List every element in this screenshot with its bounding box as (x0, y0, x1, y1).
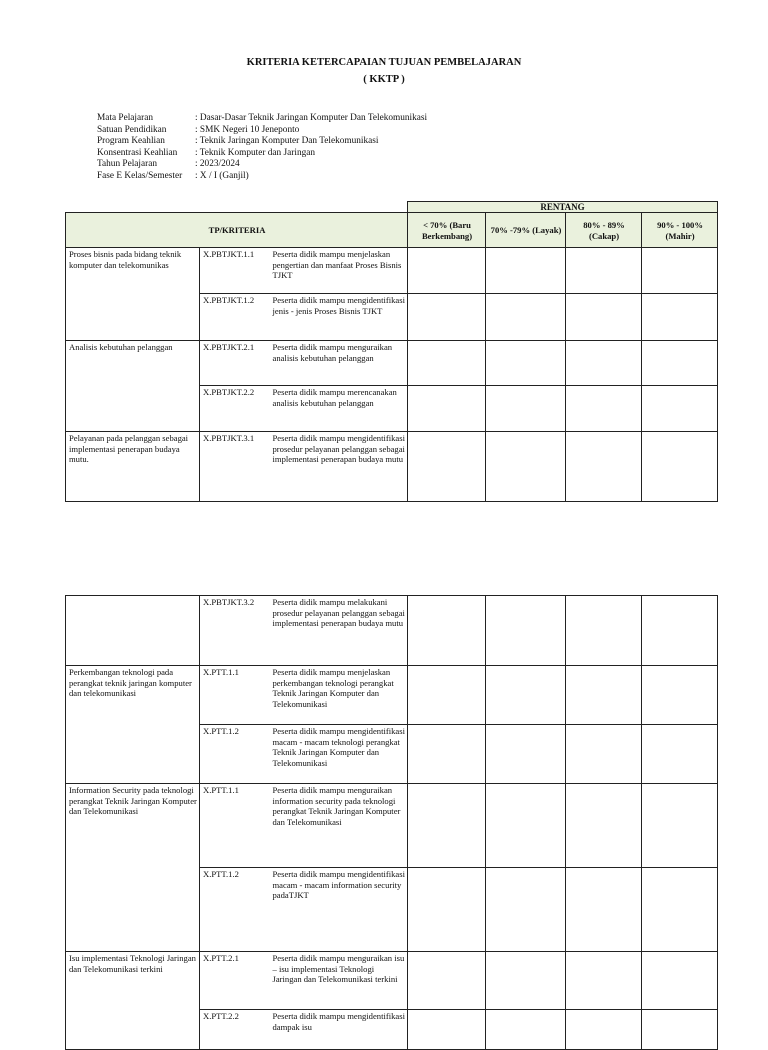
score-cell[interactable] (566, 868, 642, 952)
score-cell[interactable] (642, 952, 718, 1010)
score-cell[interactable] (408, 868, 486, 952)
score-cell[interactable] (486, 386, 566, 432)
tp-cell: Information Security pada teknologi perangkat Teknik Jaringan Komputer dan Telekomunikasi (66, 784, 200, 952)
tp-cell: Proses bisnis pada bidang teknik komputer dan telekomunikas (66, 248, 200, 341)
code-cell: X.PBTJKT.3.2 (200, 596, 271, 666)
score-cell[interactable] (642, 294, 718, 341)
table-row (66, 248, 718, 294)
info-value: : Dasar-Dasar Teknik Jaringan Komputer Dan Telekomunikasi (195, 113, 428, 123)
tp-cell: Isu implementasi Teknologi Jaringan dan Telekomunikasi terkini (66, 952, 200, 1050)
score-cell[interactable] (566, 596, 642, 666)
score-cell[interactable] (642, 1010, 718, 1050)
score-cell[interactable] (486, 868, 566, 952)
score-cell[interactable] (566, 666, 642, 725)
score-cell[interactable] (566, 432, 642, 502)
score-cell[interactable] (408, 386, 486, 432)
info-row (97, 148, 427, 160)
rentang-header: RENTANG (407, 201, 718, 213)
description-cell: Peserta didik mampu mengidentifikasi dampak isu (271, 1010, 408, 1050)
score-cell[interactable] (408, 952, 486, 1010)
score-cell[interactable] (486, 294, 566, 341)
description-cell: Peserta didik mampu mengidentifikasi macam - macam information security padaTJKT (271, 868, 408, 952)
info-row (97, 125, 427, 137)
range-layak: 70% -79% (Layak) (486, 213, 566, 248)
score-cell[interactable] (566, 248, 642, 294)
code-cell: X.PBTJKT.1.1 (200, 248, 271, 294)
table-row (66, 952, 718, 1010)
description-cell: Peserta didik mampu merencanakan analisis kebutuhan pelanggan (271, 386, 408, 432)
code-cell: X.PTT.2.1 (200, 952, 271, 1010)
tp-cell (66, 596, 200, 666)
info-label: Mata Pelajaran (97, 113, 154, 123)
score-cell[interactable] (408, 596, 486, 666)
range-mahir: 90% - 100% (Mahir) (642, 213, 718, 248)
code-cell: X.PTT.1.1 (200, 784, 271, 868)
code-cell: X.PBTJKT.2.1 (200, 341, 271, 386)
info-label: Satuan Pendidikan (97, 124, 167, 135)
document-title: KRITERIA KETERCAPAIAN TUJUAN PEMBELAJARAN (246, 57, 522, 68)
score-cell[interactable] (642, 341, 718, 386)
score-cell[interactable] (486, 432, 566, 502)
info-value: : X / I (Ganjil) (195, 170, 249, 181)
description-cell: Peserta didik mampu menguraikan analisis kebutuhan pelanggan (271, 341, 408, 386)
score-cell[interactable] (642, 868, 718, 952)
info-label: Program Keahlian (97, 136, 165, 147)
score-cell[interactable] (642, 784, 718, 868)
code-cell: X.PBTJKT.1.2 (200, 294, 271, 341)
score-cell[interactable] (408, 294, 486, 341)
score-cell[interactable] (408, 341, 486, 386)
document-subtitle: ( KKTP ) (363, 74, 405, 85)
table-row (66, 666, 718, 725)
info-value: : Teknik Jaringan Komputer Dan Telekomunikasi (195, 136, 379, 147)
info-label: Tahun Pelajaran (97, 159, 158, 170)
score-cell[interactable] (486, 341, 566, 386)
tp-kriteria-header: TP/KRITERIA (66, 213, 408, 248)
score-cell[interactable] (566, 386, 642, 432)
range-baru-berkembang: < 70% (Baru Berkembang) (408, 213, 486, 248)
score-cell[interactable] (566, 725, 642, 784)
score-cell[interactable] (566, 784, 642, 868)
score-cell[interactable] (642, 386, 718, 432)
info-row (97, 171, 427, 183)
score-cell[interactable] (566, 294, 642, 341)
info-value: : Teknik Komputer dan Jaringan (195, 147, 316, 158)
code-cell: X.PTT.1.1 (200, 666, 271, 725)
score-cell[interactable] (486, 784, 566, 868)
info-label: Fase E Kelas/Semester (97, 170, 183, 181)
score-cell[interactable] (486, 596, 566, 666)
kktp-table-2 (65, 595, 718, 1050)
score-cell[interactable] (408, 784, 486, 868)
score-cell[interactable] (486, 725, 566, 784)
score-cell[interactable] (408, 248, 486, 294)
info-row (97, 159, 427, 171)
info-block (97, 113, 427, 183)
score-cell[interactable] (642, 432, 718, 502)
score-cell[interactable] (566, 952, 642, 1010)
code-cell: X.PBTJKT.2.2 (200, 386, 271, 432)
code-cell: X.PTT.2.2 (200, 1010, 271, 1050)
description-cell: Peserta didik mampu menjelaskan pengertian dan manfaat Proses Bisnis TJKT (271, 248, 408, 294)
score-cell[interactable] (486, 666, 566, 725)
score-cell[interactable] (566, 341, 642, 386)
description-cell: Peserta didik mampu melakukani prosedur pelayanan pelanggan sebagai implementasi penerapan budaya mutu (271, 596, 408, 666)
score-cell[interactable] (408, 725, 486, 784)
table-row (66, 341, 718, 386)
tp-cell: Analisis kebutuhan pelanggan (66, 341, 200, 432)
description-cell: Peserta didik mampu mengidentifikasi prosedur pelayanan pelanggan sebagai implementasi penerapan budaya mutu (271, 432, 408, 502)
tp-cell: Perkembangan teknologi pada perangkat teknik jaringan komputer dan telekomunikasi (66, 666, 200, 784)
table-row (66, 432, 718, 502)
kktp-table-1 (65, 212, 718, 502)
score-cell[interactable] (408, 666, 486, 725)
score-cell[interactable] (408, 432, 486, 502)
score-cell[interactable] (486, 1010, 566, 1050)
info-label: Konsentrasi Keahlian (97, 147, 178, 158)
score-cell[interactable] (486, 248, 566, 294)
description-cell: Peserta didik mampu mengidentifikasi jenis - jenis Proses Bisnis TJKT (271, 294, 408, 341)
description-cell: Peserta didik mampu menguraikan information security pada teknologi perangkat Teknik Jaringan Komputer dan Telekomunikasi (271, 784, 408, 868)
score-cell[interactable] (642, 725, 718, 784)
info-value: : 2023/2024 (195, 159, 240, 170)
score-cell[interactable] (642, 666, 718, 725)
tp-cell: Pelayanan pada pelanggan sebagai implementasi penerapan budaya mutu. (66, 432, 200, 502)
range-cakap: 80% - 89% (Cakap) (566, 213, 642, 248)
code-cell: X.PBTJKT.3.1 (200, 432, 271, 502)
code-cell: X.PTT.1.2 (200, 725, 271, 784)
table-row (66, 784, 718, 868)
score-cell[interactable] (566, 1010, 642, 1050)
description-cell: Peserta didik mampu menguraikan isu – isu implementasi Teknologi Jaringan dan Telekomunikasi terkini (271, 952, 408, 1010)
score-cell[interactable] (642, 596, 718, 666)
info-value: : SMK Negeri 10 Jeneponto (195, 124, 300, 135)
description-cell: Peserta didik mampu menjelaskan perkembangan teknologi perangkat Teknik Jaringan Komputer dan Telekomunikasi (271, 666, 408, 725)
table-row (66, 596, 718, 666)
score-cell[interactable] (408, 1010, 486, 1050)
score-cell[interactable] (486, 952, 566, 1010)
info-row (97, 113, 427, 125)
score-cell[interactable] (642, 248, 718, 294)
code-cell: X.PTT.1.2 (200, 868, 271, 952)
info-row (97, 136, 427, 148)
description-cell: Peserta didik mampu mengidentifikasi macam - macam teknologi perangkat Teknik Jaringan Komputer dan Telekomunikasi (271, 725, 408, 784)
